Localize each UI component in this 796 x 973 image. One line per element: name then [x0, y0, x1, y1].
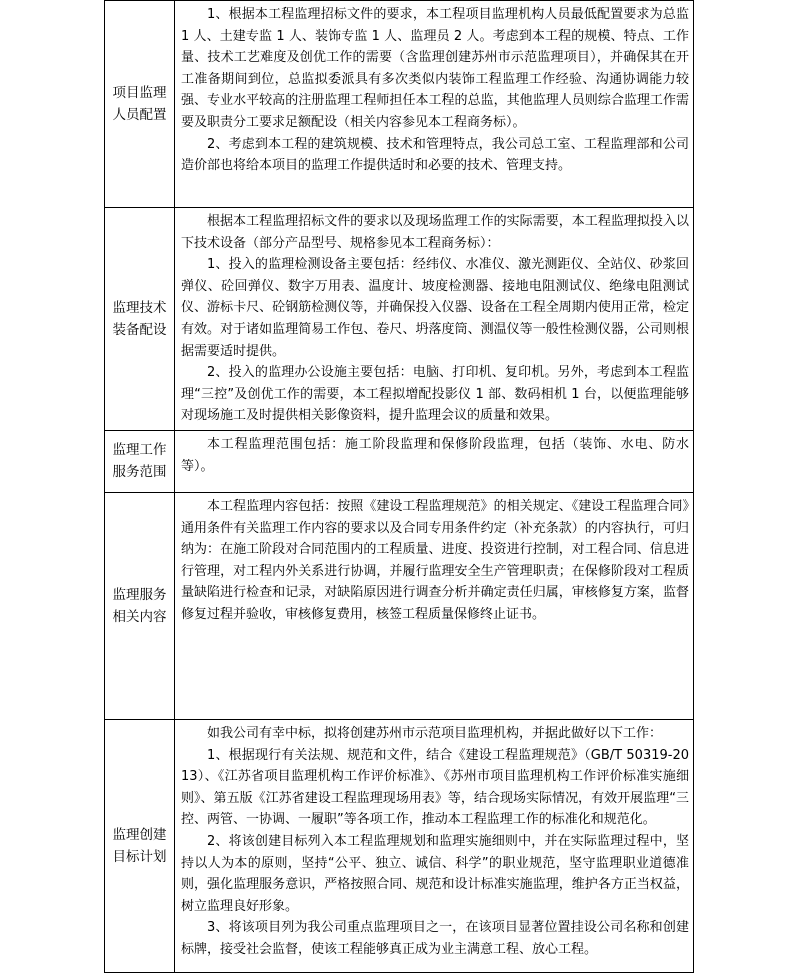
row-label-scope: 监理工作服务范围 [112, 442, 167, 481]
paragraph: 3、将该项目列为我公司重点监理项目之一，在该项目显著位置挂设公司名称和创建标牌，接受社会监督，使该工程能够真正成为业主满意工程、放心工程。 [181, 920, 689, 957]
paragraph: 如我公司有幸中标，拟将创建苏州市示范项目监理机构，并据此做好以下工作： [207, 725, 663, 741]
paragraph: 1、投入的监理检测设备主要包括：经纬仪、水准仪、激光测距仪、全站仪、砂浆回弹仪、砼回弹仪、数字万用表、温度计、坡度检测器、接地电阻测试仪、绝缘电阻测试仪、游标卡尺、砼钢筋检测仪等，并确保投入仪器、设备在工程全周期内使用正常，检定有效。对于诸如监理简易工作包、卷尺、坍落度筒、测温仪等一般性检测仪器，公司则根据需要适时提供。 [181, 257, 689, 359]
row-label-cell [105, 492, 175, 719]
row-label-cell [105, 208, 175, 431]
paragraph: 1、根据本工程监理招标文件的要求，本工程项目监理机构人员最低配置要求为总监 1 人、土建专监 1 人、装饰专监 1 人、监理员 2 人。考虑到本工程的规模、特点、工作量、技术工艺难度及创优工作的需要（含监理创建苏州市示范监理项目），并确保其在开工准备期间到位，总监拟委派具有多次类似内装饰工程监理工作经验、沟通协调能力较强、专业水平较高的注册监理工程师担任本工程的总监，其他监理人员则综合监理工作需要及职责分工要求足额配设（相关内容参见本工程商务标）。 [181, 7, 689, 130]
supervision-plan-table [104, 0, 694, 973]
table-row [105, 1, 694, 208]
row-label-goals: 监理创建目标计划 [112, 826, 167, 865]
paragraph: 根据本工程监理招标文件的要求以及现场监理工作的实际需要，本工程监理拟投入以下技术设备（部分产品型号、规格参见本工程商务标）： [181, 214, 689, 251]
row-label-cell [105, 719, 175, 972]
row-label-cell [105, 430, 175, 492]
row-content-cell [175, 1, 694, 208]
paragraph: 本工程监理内容包括：按照《建设工程监理规范》的相关规定、《建设工程监理合同》通用条件有关监理工作内容的要求以及合同专用条件约定（补充条款）的内容执行，可归纳为：在施工阶段对合同范围内的工程质量、进度、投资进行控制，对工程合同、信息进行管理，对工程内外关系进行协调，并履行监理安全生产管理职责；在保修阶段对工程质量缺陷进行检查和记录，对缺陷原因进行调查分析并确定责任归属，审核修复方案，监督修复过程并验收，审核修复费用，核签工程质量保修终止证书。 [181, 498, 689, 622]
row-label-content: 监理服务相关内容 [112, 586, 167, 625]
row-content-cell [175, 719, 694, 972]
table-row [105, 492, 694, 719]
row-label-equipment: 监理技术装备配设 [112, 299, 167, 338]
paragraph: 2、将该创建目标列入本工程监理规划和监理实施细则中，并在实际监理过程中，坚持以人为本的原则，坚持“公平、独立、诚信、科学”的职业规范，坚守监理职业道德准则，强化监理服务意识，严格按照合同、规范和设计标准实施监理，维护各方正当权益，树立监理良好形象。 [181, 833, 689, 914]
table-row [105, 208, 694, 431]
paragraph: 本工程监理范围包括：施工阶段监理和保修阶段监理，包括（装饰、水电、防水等）。 [181, 436, 689, 474]
table-row [105, 430, 694, 492]
row-label-staffing: 项目监理人员配置 [112, 85, 167, 123]
paragraph: 2、考虑到本工程的建筑规模、技术和管理特点，我公司总工室、工程监理部和公司造价部也将给本项目的监理工作提供适时和必要的技术、管理支持。 [181, 136, 689, 174]
paragraph: 1、根据现行有关法规、规范和文件，结合《建设工程监理规范》（GB/T 50319-2013）、《江苏省项目监理机构工作评价标准》、《苏州市项目监理机构工作评价标准实施细则》、第五版《江苏省建设工程监理现场用表》等，结合现场实际情况，有效开展监理“三控、两管、一协调、一履职”等各项工作，推动本工程监理工作的标准化和规范化。 [181, 747, 689, 828]
row-content-cell [175, 208, 694, 431]
row-content-cell [175, 492, 694, 719]
table-row [105, 719, 694, 972]
row-label-cell [105, 1, 175, 208]
row-content-cell [175, 430, 694, 492]
paragraph: 2、投入的监理办公设施主要包括：电脑、打印机、复印机。另外，考虑到本工程监理“三控”及创优工作的需要，本工程拟增配投影仪 1 部、数码相机 1 台，以便监理能够对现场施工及时提供相关影像资料，提升监理会议的质量和效果。 [181, 365, 689, 424]
